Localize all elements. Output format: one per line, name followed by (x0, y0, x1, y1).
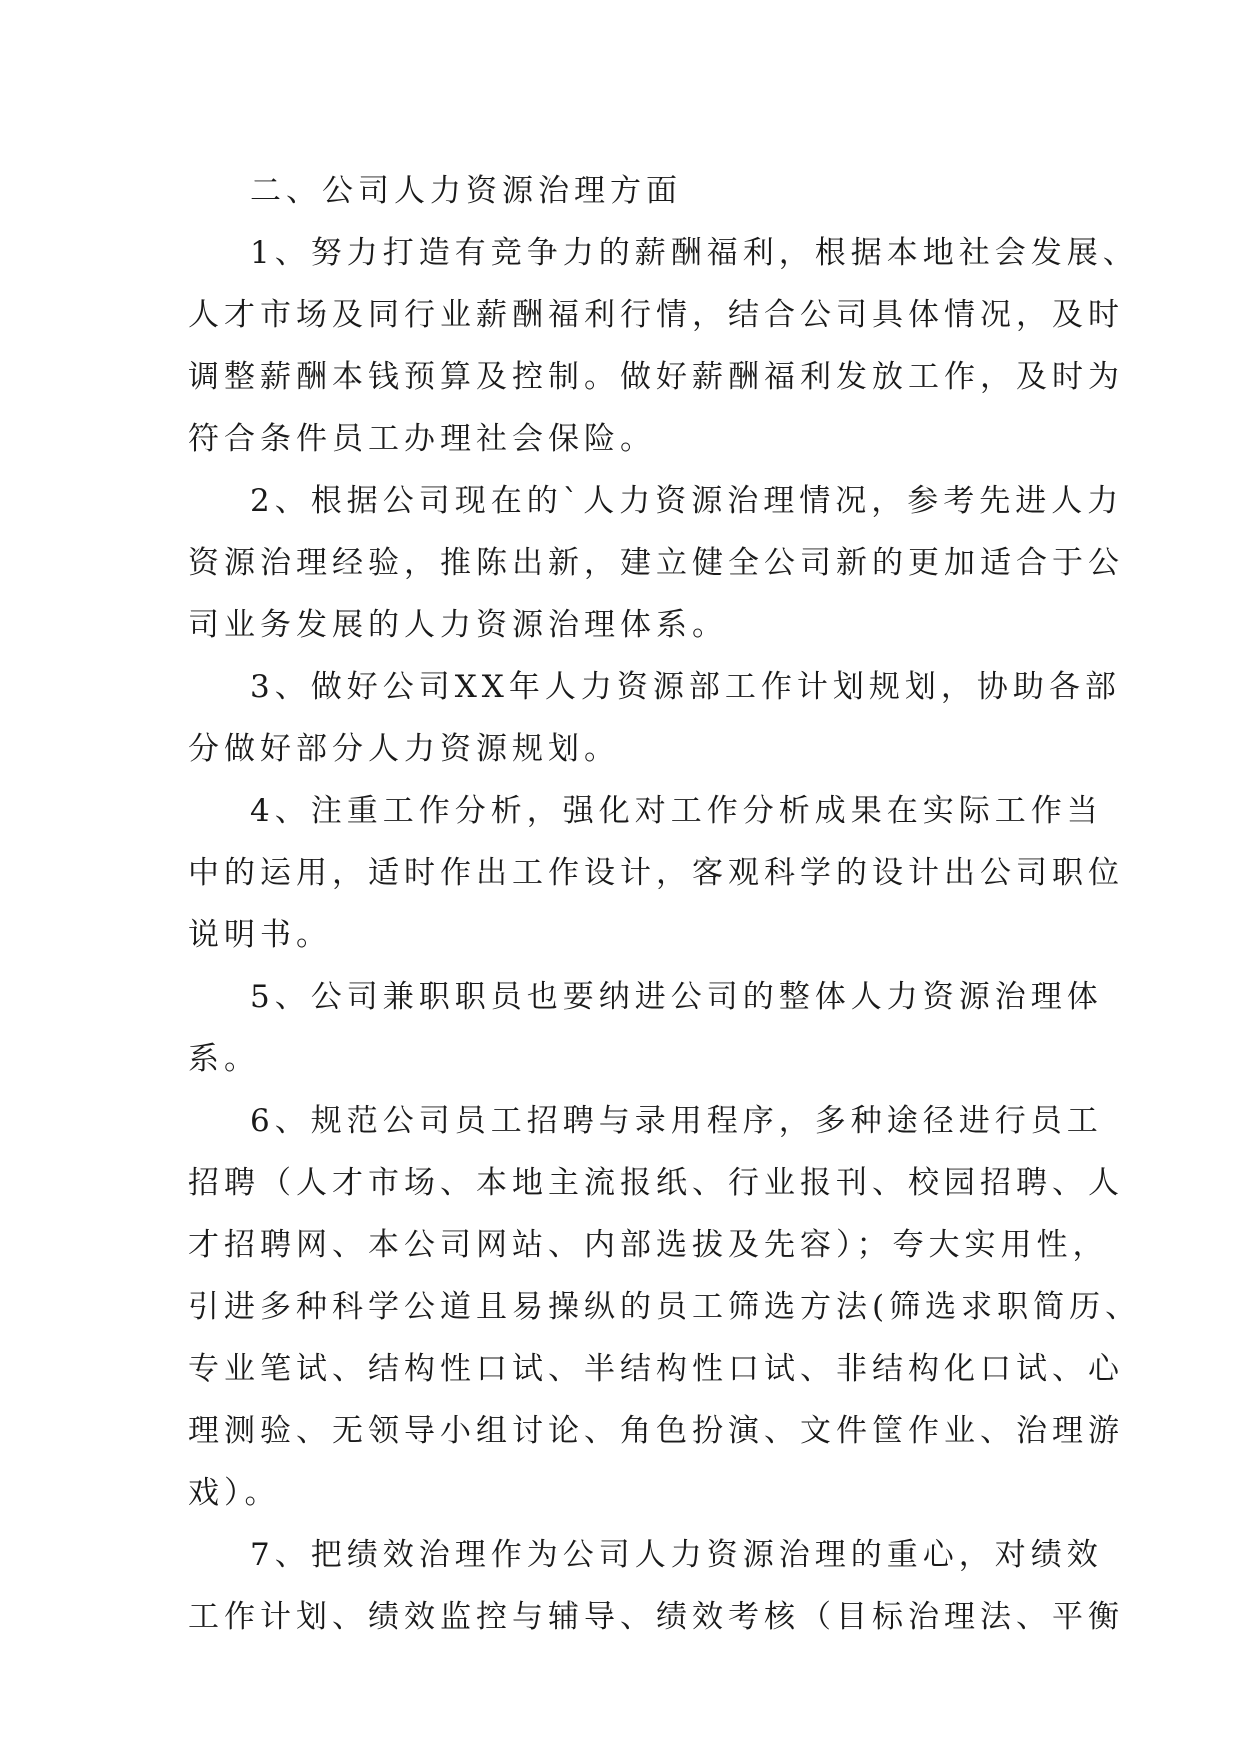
paragraph-line: 说明书。 (188, 917, 332, 953)
paragraph-line: 1、努力打造有竞争力的薪酬福利，根据本地社会发展、 (250, 235, 1139, 271)
section-heading: 二、公司人力资源治理方面 (250, 173, 682, 209)
paragraph-line: 司业务发展的人力资源治理体系。 (188, 607, 728, 643)
paragraph-line: 专业笔试、结构性口试、半结构性口试、非结构化口试、心 (188, 1351, 1124, 1387)
paragraph-line: 6、规范公司员工招聘与录用程序，多种途径进行员工 (250, 1103, 1103, 1139)
paragraph-line: 理测验、无领导小组讨论、角色扮演、文件筐作业、治理游 (188, 1413, 1124, 1449)
document-body (188, 160, 1142, 1648)
paragraph-line: 3、做好公司XX年人力资源部工作计划规划，协助各部 (250, 669, 1121, 705)
paragraph-line: 才招聘网、本公司网站、内部选拔及先容）；夸大实用性， (188, 1227, 1109, 1263)
paragraph-line: 戏）。 (188, 1475, 281, 1511)
paragraph-line: 中的运用，适时作出工作设计，客观科学的设计出公司职位 (188, 855, 1124, 891)
paragraph-line: 调整薪酬本钱预算及控制。做好薪酬福利发放工作，及时为 (188, 359, 1124, 395)
paragraph-line: 引进多种科学公道且易操纵的员工筛选方法(筛选求职简历、 (188, 1289, 1142, 1325)
paragraph-line: 系。 (188, 1041, 260, 1077)
paragraph-line: 符合条件员工办理社会保险。 (188, 421, 656, 457)
paragraph-line: 招聘（人才市场、本地主流报纸、行业报刊、校园招聘、人 (188, 1165, 1124, 1201)
paragraph-line: 资源治理经验，推陈出新，建立健全公司新的更加适合于公 (188, 545, 1124, 581)
paragraph-line: 分做好部分人力资源规划。 (188, 731, 620, 767)
paragraph-line: 人才市场及同行业薪酬福利行情，结合公司具体情况，及时 (188, 297, 1124, 333)
paragraph-line: 4、注重工作分析，强化对工作分析成果在实际工作当 (250, 793, 1103, 829)
paragraph-line: 工作计划、绩效监控与辅导、绩效考核（目标治理法、平衡 (188, 1599, 1124, 1635)
paragraph-line: 7、把绩效治理作为公司人力资源治理的重心，对绩效 (250, 1537, 1103, 1573)
paragraph-line: 2、根据公司现在的`人力资源治理情况，参考先进人力 (250, 483, 1124, 519)
paragraph-line: 5、公司兼职职员也要纳进公司的整体人力资源治理体 (250, 979, 1103, 1015)
